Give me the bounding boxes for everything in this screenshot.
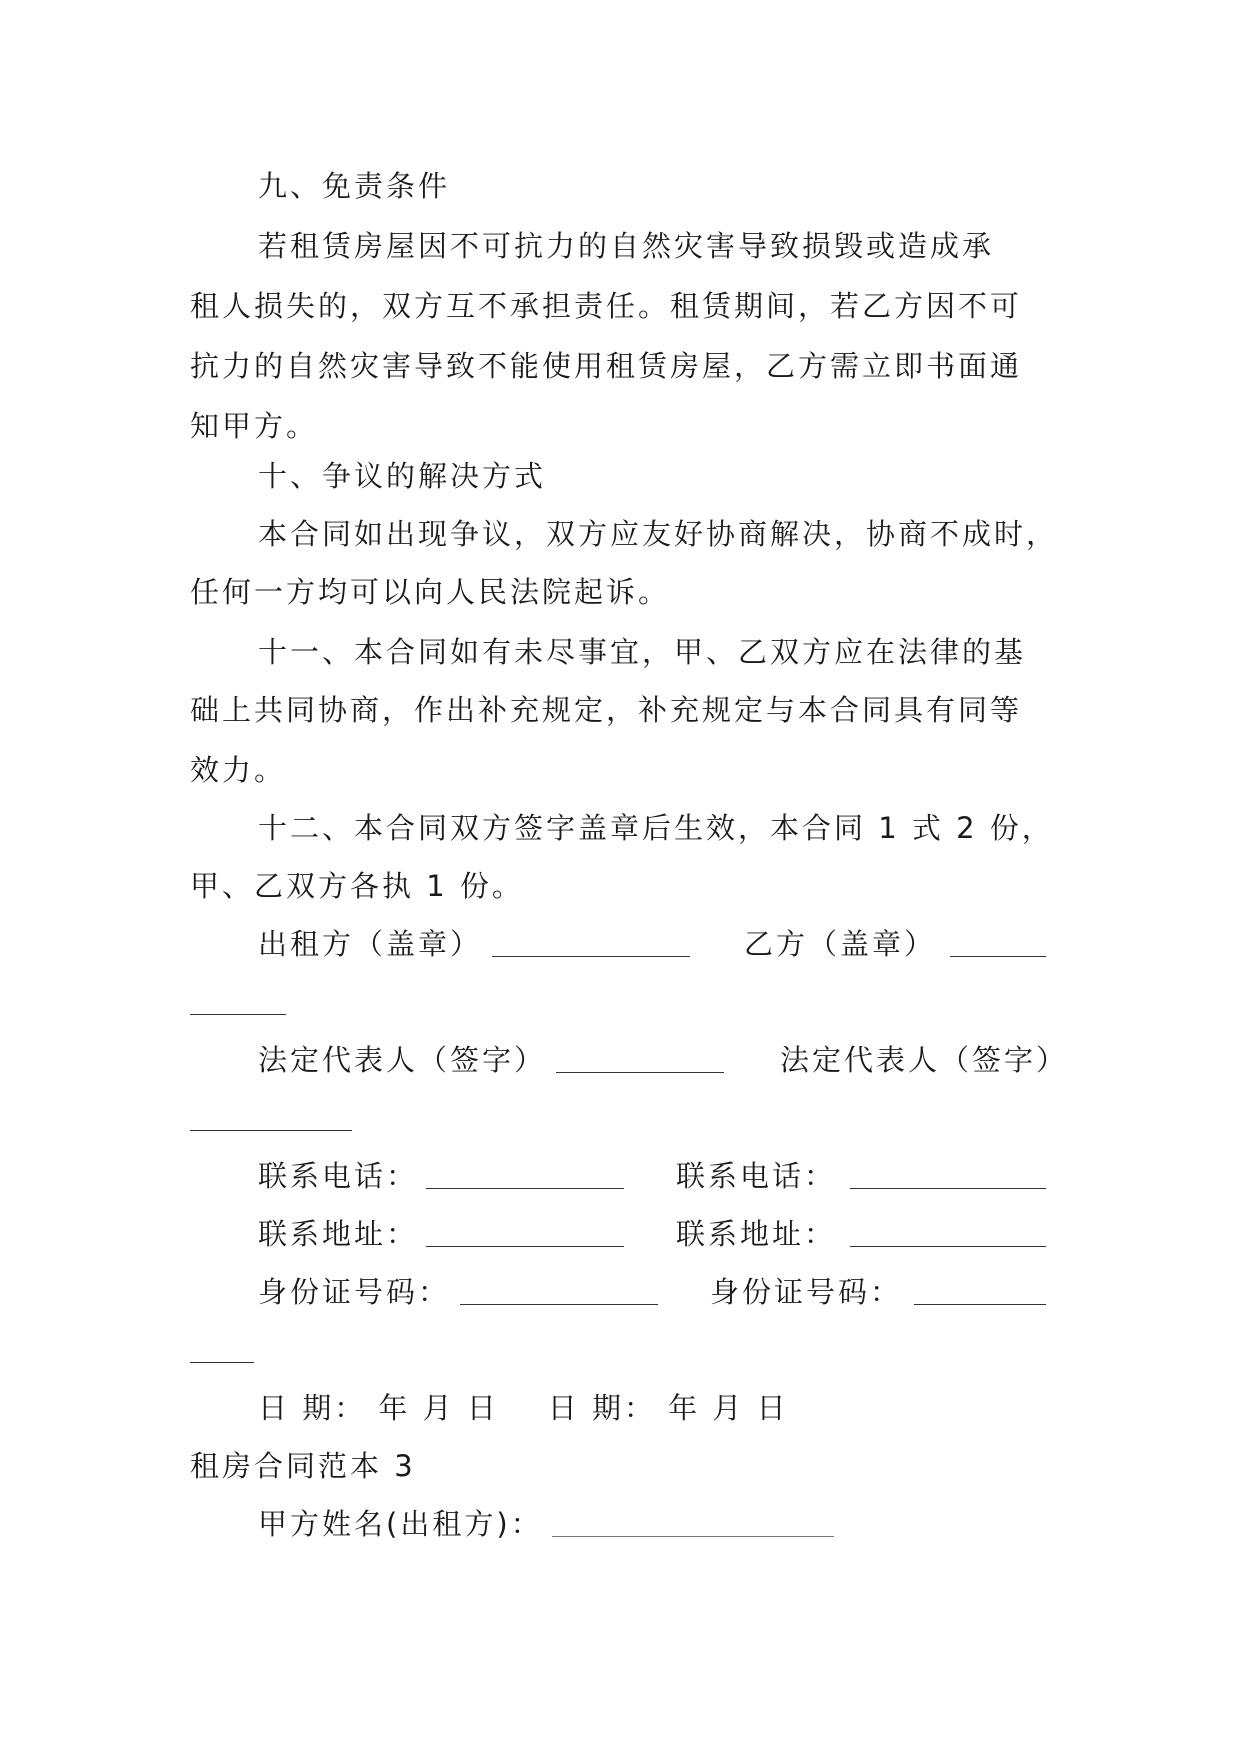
legal-rep-b-label: 法定代表人（签字） <box>780 1043 1069 1077</box>
paragraph-line: 十二、本合同双方签字盖章后生效，本合同 1 式 2 份， <box>258 811 1054 845</box>
lessor-seal-blank[interactable] <box>492 956 690 957</box>
paragraph-line: 十一、本合同如有未尽事宜，甲、乙双方应在法律的基 <box>258 635 1027 669</box>
address-b-label: 联系地址： <box>676 1217 837 1251</box>
paragraph-line: 础上共同协商，作出补充规定，补充规定与本合同具有同等 <box>190 693 1023 727</box>
party-b-seal-blank[interactable] <box>950 956 1046 957</box>
paragraph-line: 租人损失的，双方互不承担责任。租赁期间，若乙方因不可 <box>190 289 1023 323</box>
legal-rep-b-blank[interactable] <box>190 1130 352 1131</box>
paragraph-line: 任何一方均可以向人民法院起诉。 <box>190 575 671 609</box>
id-b-blank[interactable] <box>914 1304 1046 1305</box>
date-line: 日 期： 年 月 日 日 期： 年 月 日 <box>258 1391 789 1425</box>
paragraph-line: 若租赁房屋因不可抗力的自然灾害导致损毁或造成承 <box>258 229 995 263</box>
paragraph-line: 本合同如出现争议，双方应友好协商解决，协商不成时， <box>258 517 1059 551</box>
phone-b-blank[interactable] <box>850 1188 1046 1189</box>
id-a-label: 身份证号码： <box>258 1275 451 1309</box>
address-b-blank[interactable] <box>850 1246 1046 1247</box>
party-a-name-blank[interactable] <box>552 1536 834 1537</box>
lessor-seal-label: 出租方（盖章） <box>258 927 483 961</box>
paragraph-line: 抗力的自然灾害导致不能使用租赁房屋，乙方需立即书面通 <box>190 349 1023 383</box>
legal-rep-a-blank[interactable] <box>556 1072 724 1073</box>
id-b-label: 身份证号码： <box>710 1275 903 1309</box>
section-heading-dispute: 十、争议的解决方式 <box>258 459 547 493</box>
phone-b-label: 联系电话： <box>676 1159 837 1193</box>
id-a-blank[interactable] <box>460 1304 658 1305</box>
section-heading-exemption: 九、免责条件 <box>258 169 451 203</box>
party-a-name-label: 甲方姓名(出租方)： <box>258 1507 543 1541</box>
paragraph-line: 知甲方。 <box>190 409 319 443</box>
template-title: 租房合同范本 3 <box>190 1449 416 1483</box>
phone-a-label: 联系电话： <box>258 1159 419 1193</box>
paragraph-line: 甲、乙双方各执 1 份。 <box>190 869 524 903</box>
party-b-seal-label: 乙方（盖章） <box>744 927 937 961</box>
party-b-seal-blank-continued[interactable] <box>190 1014 286 1015</box>
phone-a-blank[interactable] <box>426 1188 624 1189</box>
legal-rep-a-label: 法定代表人（签字） <box>258 1043 547 1077</box>
address-a-blank[interactable] <box>426 1246 624 1247</box>
id-b-blank-continued[interactable] <box>190 1362 254 1363</box>
paragraph-line: 效力。 <box>190 753 287 787</box>
address-a-label: 联系地址： <box>258 1217 419 1251</box>
